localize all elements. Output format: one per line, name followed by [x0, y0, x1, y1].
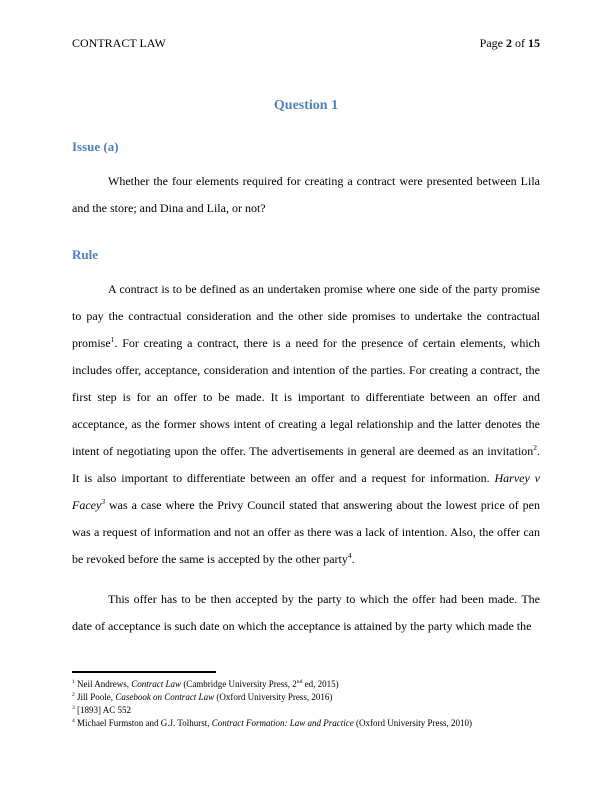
page-number-indicator: Page 2 of 15 [479, 36, 540, 50]
footnote-3: $^3$ [1893] AC 552 [72, 705, 132, 715]
rule-paragraph-2: This offer has to be then accepted by the party to which the offer had been made. The date of acceptance is such date on which the acceptance is attained by the party which made the [72, 592, 540, 633]
rule-paragraph-1: A contract is to be defined as an undertaken promise where one side of the party promise to pay the contractual consideration and the other side promises to undertake the contractual promise$^1$. For creating a contract, there is a need for the presence of certain elements, which includes offer, acceptance, consideration and intention of the parties. For creating a contract, the first step is for an offer to be made. It is important to differentiate between an offer and acceptance, as the former shows intent of creating a legal relationship and the latter denotes the intent of negotiating upon the offer. The advertisements in general are deemed as an invitation$^2$. It is also important to differentiate between an offer and a request for information. Harvey v Facey$^3$ was a case where the Privy Council stated that answering about the lowest price of pen was a request of information and not an offer as there was a lack of intention. Also, the offer can be revoked before the same is accepted by the other party$^4$. [72, 282, 541, 566]
footnote-1: $^1$ Neil Andrews, Contract Law (Cambridge University Press, 2nd ed, 2015) [72, 679, 339, 689]
footnote-separator [72, 671, 216, 673]
footnotes-section [72, 671, 540, 730]
question-heading: Question 1 [273, 98, 339, 113]
rule-heading: Rule [72, 247, 98, 262]
issue-a-paragraph: Whether the four elements required for creating a contract were presented between Lila and the store; and Dina and Lila, or not? [72, 174, 540, 215]
running-header-title: CONTRACT LAW [72, 36, 166, 50]
footnote-4: $^4$ Michael Furmston and G.J. Tolhurst, Contract Formation: Law and Practice (Oxford University Press, 2010) [72, 718, 472, 728]
footnote-2: $^2$ Jill Poole, Casebook on Contract Law (Oxford University Press, 2016) [72, 692, 333, 702]
page-header [72, 36, 540, 51]
issue-a-heading: Issue (a) [72, 139, 119, 154]
